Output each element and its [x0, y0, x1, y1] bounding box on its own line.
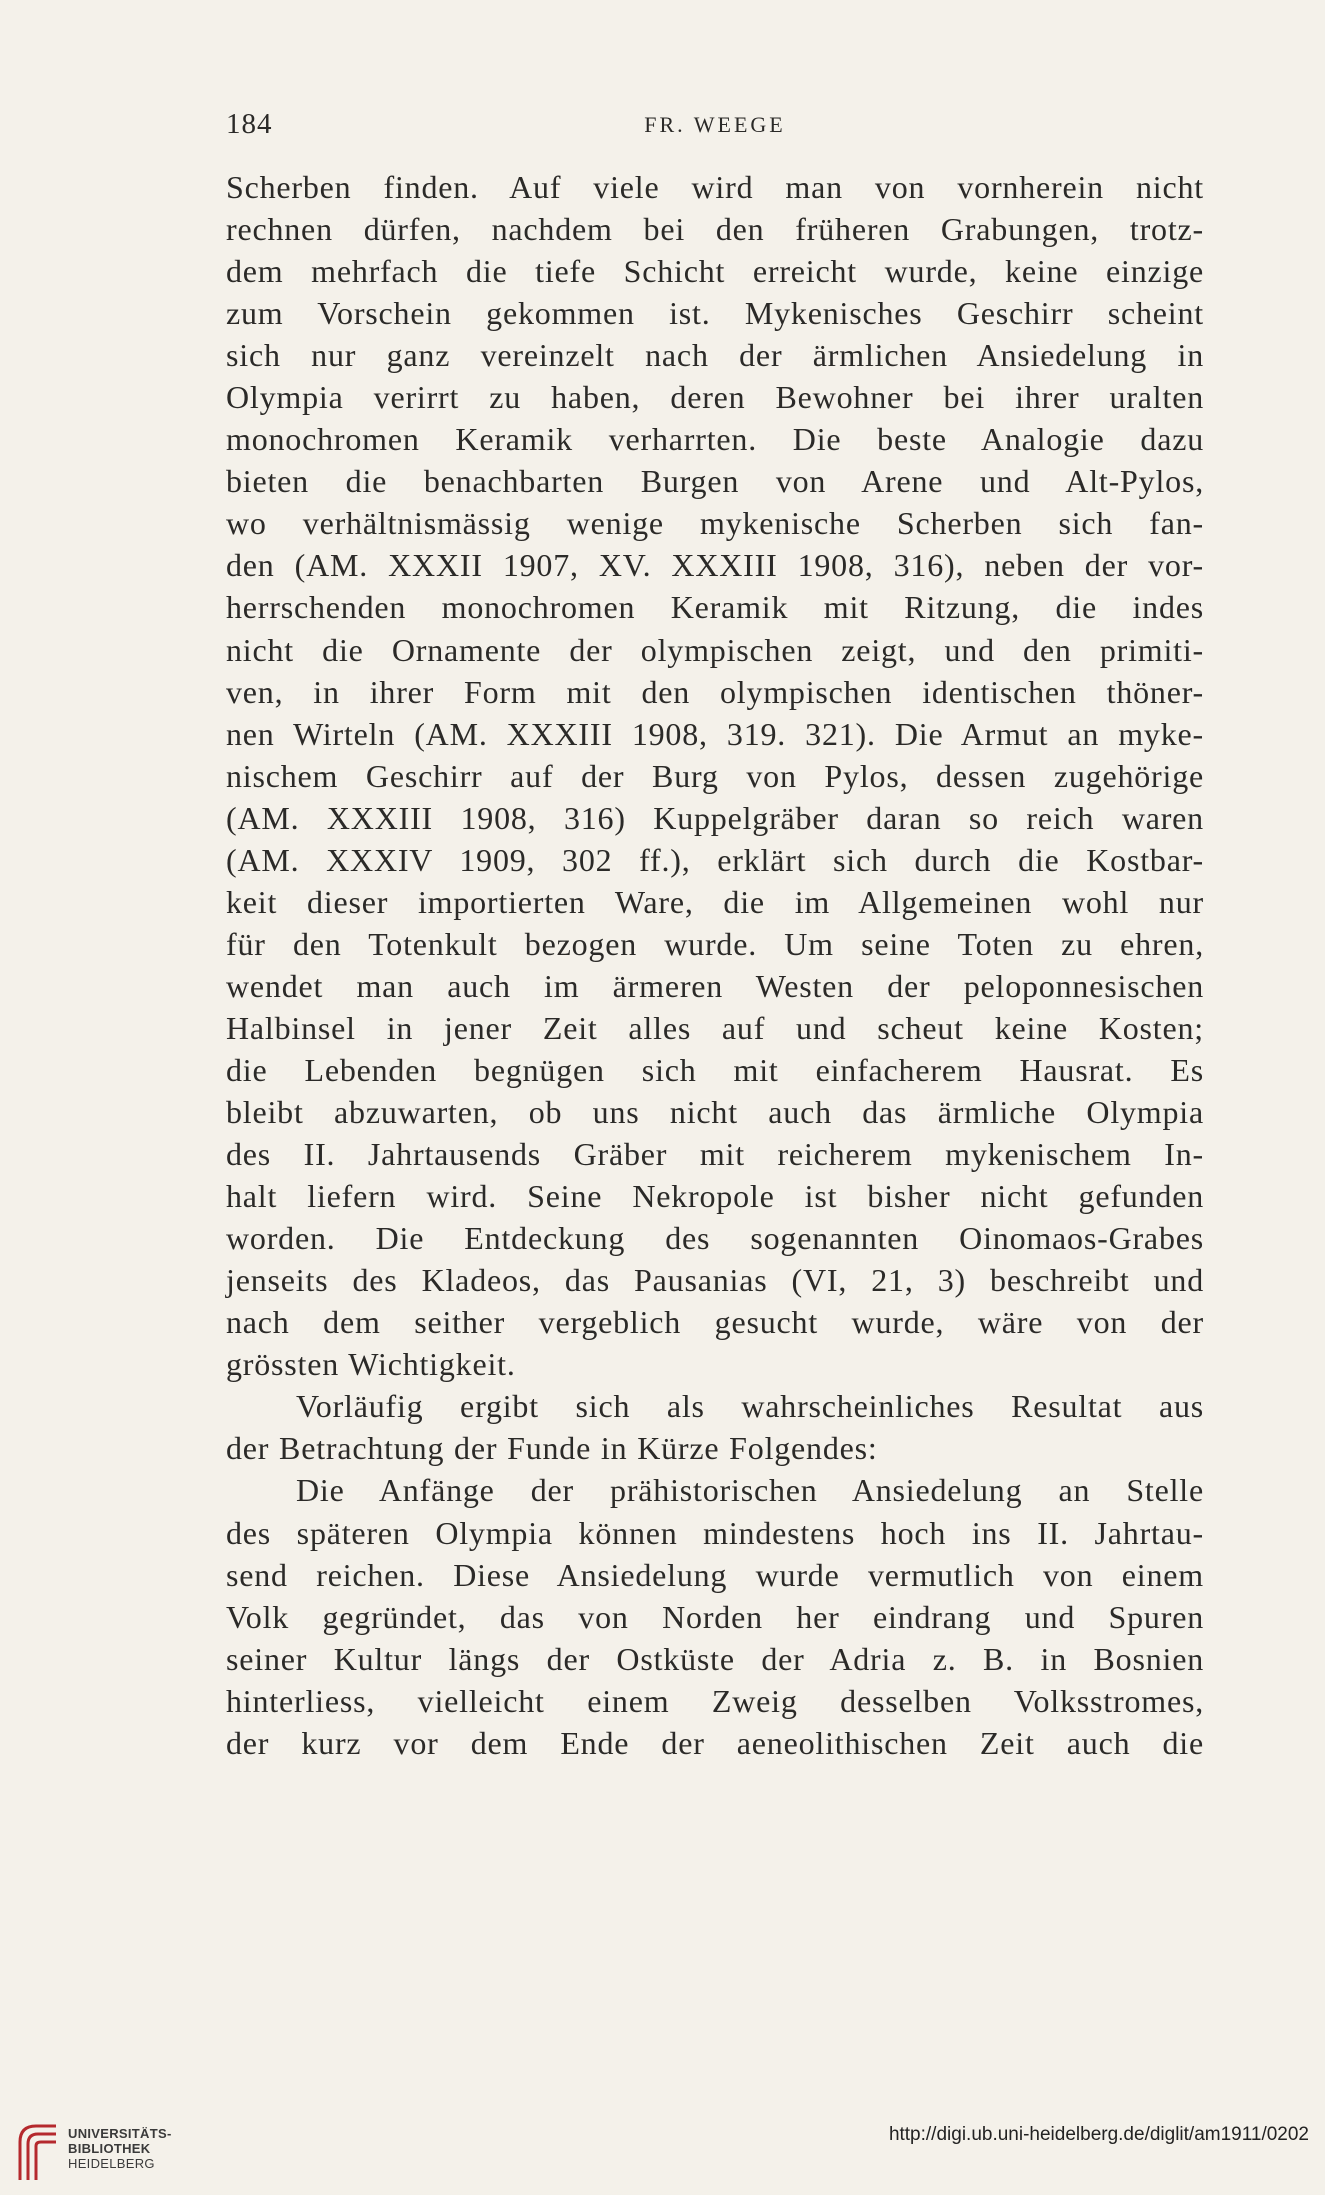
text-line: hinterliess, vielleicht einem Zweig desselben Volksstromes, — [226, 1682, 1204, 1719]
text-line: (AM. XXXIII 1908, 316) Kuppelgräber daran so reich waren — [226, 799, 1204, 836]
text-line: wo verhältnismässig wenige mykenische Scherben sich fan- — [226, 505, 1204, 542]
text-line: dem mehrfach die tiefe Schicht erreicht wurde, keine einzige — [226, 253, 1204, 290]
page-number: 184 — [226, 108, 273, 140]
text-line: herrschenden monochromen Keramik mit Ritzung, die indes — [226, 589, 1204, 626]
text-line: des II. Jahrtausends Gräber mit reicherem mykenischem In- — [226, 1136, 1204, 1173]
text-line: nach dem seither vergeblich gesucht wurde, wäre von der — [226, 1304, 1204, 1341]
text-line: Scherben finden. Auf viele wird man von vornherein nicht — [226, 169, 1204, 205]
text-line: bleibt abzuwarten, ob uns nicht auch das ärmliche Olympia — [226, 1094, 1204, 1131]
library-name — [68, 2126, 172, 2171]
text-line: rechnen dürfen, nachdem bei den früheren Grabungen, trotz- — [226, 211, 1204, 248]
text-line-paragraph-end: der Betrachtung der Funde in Kürze Folgendes: — [226, 1430, 878, 1467]
text-line: seiner Kultur längs der Ostküste der Adria z. B. in Bosnien — [226, 1640, 1204, 1677]
text-line: (AM. XXXIV 1909, 302 ff.), erklärt sich durch die Kostbar- — [226, 841, 1204, 878]
running-head: FR. WEEGE — [644, 112, 786, 137]
text-line: halt liefern wird. Seine Nekropole ist bisher nicht gefunden — [226, 1178, 1204, 1215]
text-line: ven, in ihrer Form mit den olympischen identischen thöner- — [226, 673, 1204, 710]
text-line-paragraph-start: Vorläufig ergibt sich als wahrscheinliches Resultat aus — [296, 1388, 1204, 1425]
body-text — [226, 166, 1204, 1764]
library-name-line3: HEIDELBERG — [68, 2156, 155, 2171]
text-line: bieten die benachbarten Burgen von Arene und Alt-Pylos, — [226, 463, 1204, 500]
page-footer — [0, 2120, 1325, 2195]
library-name-line1: UNIVERSITÄTS- — [68, 2126, 172, 2141]
library-name-line2: BIBLIOTHEK — [68, 2141, 151, 2156]
text-line: für den Totenkult bezogen wurde. Um seine Toten zu ehren, — [226, 925, 1204, 962]
text-line: monochromen Keramik verharrten. Die beste Analogie dazu — [226, 421, 1204, 458]
text-line: nen Wirteln (AM. XXXIII 1908, 319. 321). Die Armut an myke- — [226, 715, 1204, 752]
text-line: Olympia verirrt zu haben, deren Bewohner bei ihrer uralten — [226, 379, 1204, 416]
text-line: die Lebenden begnügen sich mit einfacherem Hausrat. Es — [226, 1051, 1204, 1088]
text-line: keit dieser importierten Ware, die im Allgemeinen wohl nur — [226, 883, 1204, 920]
text-line: des späteren Olympia können mindestens hoch ins II. Jahrtau- — [226, 1514, 1204, 1551]
source-url-link[interactable]: http://digi.ub.uni-heidelberg.de/diglit/am1911/0202 — [888, 2124, 1309, 2145]
text-line: Halbinsel in jener Zeit alles auf und scheut keine Kosten; — [226, 1009, 1204, 1046]
text-line-paragraph-start: Die Anfänge der prähistorischen Ansiedelung an Stelle — [296, 1472, 1204, 1509]
text-line: wendet man auch im ärmeren Westen der peloponnesischen — [226, 967, 1204, 1004]
text-line: der kurz vor dem Ende der aeneolithischen Zeit auch die — [226, 1724, 1204, 1761]
text-line: nischem Geschirr auf der Burg von Pylos, dessen zugehörige — [226, 757, 1204, 794]
university-library-logo-icon — [14, 2120, 62, 2182]
text-line: nicht die Ornamente der olympischen zeigt, und den primiti- — [226, 631, 1204, 668]
page-header — [226, 108, 1204, 148]
text-line: den (AM. XXXII 1907, XV. XXXIII 1908, 316), neben der vor- — [226, 547, 1204, 584]
text-line: Volk gegründet, das von Norden her eindrang und Spuren — [226, 1598, 1204, 1635]
text-line: sich nur ganz vereinzelt nach der ärmlichen Ansiedelung in — [226, 337, 1204, 374]
text-line: send reichen. Diese Ansiedelung wurde vermutlich von einem — [226, 1556, 1204, 1593]
text-line: jenseits des Kladeos, das Pausanias (VI, 21, 3) beschreibt und — [226, 1262, 1204, 1299]
text-line: worden. Die Entdeckung des sogenannten Oinomaos-Grabes — [226, 1220, 1204, 1257]
text-line-paragraph-end: grössten Wichtigkeit. — [226, 1346, 516, 1383]
library-logo — [14, 2120, 174, 2180]
text-line: zum Vorschein gekommen ist. Mykenisches Geschirr scheint — [226, 295, 1204, 332]
